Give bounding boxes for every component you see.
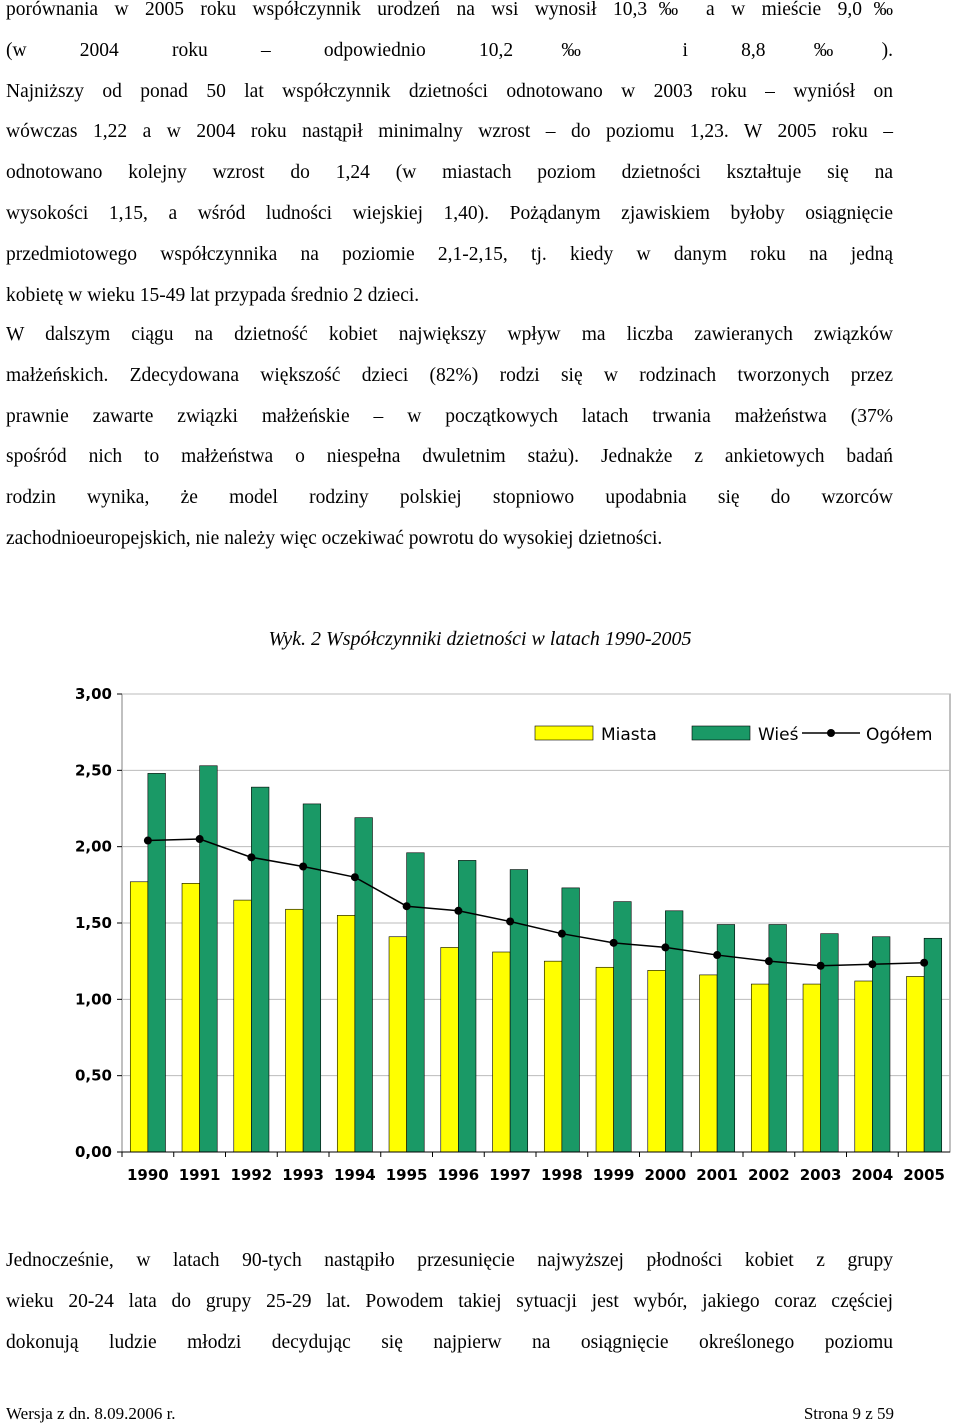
text-line: dokonują ludzie młodzi decydując się najpierw na osiągnięcie określonego poziomu (6, 1331, 893, 1353)
y-tick-label: 0,00 (74, 1143, 112, 1161)
footer-version: Wersja z dn. 8.09.2006 r. (6, 1404, 176, 1423)
chart-caption: Wyk. 2 Współczynniki dzietności w latach 1990-2005 (268, 628, 692, 650)
point-ogolem (817, 962, 825, 970)
bar-wies (355, 818, 373, 1152)
bar-miasta (803, 984, 821, 1152)
bar-miasta (441, 947, 459, 1152)
text-line: przedmiotowego współczynnika na poziomie 2,1-2,15, tj. kiedy w danym roku na jedną (6, 243, 893, 265)
text-line: wówczas 1,22 a w 2004 roku nastąpił minimalny wzrost – do poziomu 1,23. W 2005 roku – (6, 121, 893, 143)
bar-miasta (596, 967, 614, 1152)
point-ogolem (868, 960, 876, 968)
bar-wies (924, 938, 942, 1152)
paragraph-fertility-shift (6, 1241, 893, 1363)
text-line: wieku 20-24 lata do grupy 25-29 lat. Powodem takiej sytuacji jest wybór, jakiego coraz częściej (6, 1290, 893, 1312)
x-tick-label: 1993 (282, 1166, 324, 1184)
bar-wies (614, 902, 632, 1152)
y-tick-label: 3,00 (74, 685, 112, 703)
point-ogolem (920, 959, 928, 967)
point-ogolem (506, 917, 514, 925)
text-line: prawnie zawarte związki małżeńskie – w początkowych latach trwania małżeństwa (37% (6, 405, 893, 427)
bar-wies (251, 787, 269, 1152)
bar-miasta (700, 975, 718, 1152)
x-tick-label: 2004 (851, 1166, 894, 1184)
bar-miasta (648, 970, 666, 1152)
bar-wies (303, 804, 321, 1152)
y-tick-label: 2,00 (74, 837, 112, 856)
point-ogolem (403, 902, 411, 910)
x-tick-label: 2002 (748, 1166, 790, 1184)
bar-wies (562, 888, 580, 1152)
legend-label: Ogółem (866, 725, 933, 745)
text-line: Najniższy od ponad 50 lat współczynnik dzietności odnotowano w 2003 roku – wyniósł on (6, 80, 893, 102)
x-tick-label: 2000 (644, 1166, 687, 1184)
point-ogolem (765, 957, 773, 965)
bar-wies (200, 766, 218, 1152)
bar-wies (458, 860, 476, 1152)
x-tick-label: 1990 (127, 1166, 169, 1184)
x-tick-label: 1995 (385, 1166, 428, 1184)
bar-wies (510, 870, 528, 1152)
text-line: wysokości 1,15, a wśród ludności wiejskiej 1,40). Pożądanym zjawiskiem byłoby osiągnięcie (6, 202, 893, 224)
x-tick-label: 1997 (489, 1166, 531, 1184)
bar-miasta (751, 984, 769, 1152)
text-line: kobietę w wieku 15-49 lat przypada średnio 2 dzieci. (6, 284, 420, 306)
paragraph-birth-rate (6, 0, 893, 316)
text-line: porównania w 2005 roku współczynnik urodzeń na wsi wynosił 10,3‰ a w mieście 9,0‰ (6, 0, 893, 20)
text-line: W dalszym ciągu na dzietność kobiet największy wpływ ma liczba zawieranych związków (6, 324, 893, 345)
bar-wies (148, 773, 166, 1152)
x-tick-label: 1994 (334, 1166, 376, 1184)
y-tick-label: 1,50 (74, 914, 112, 932)
legend-swatch (535, 726, 593, 740)
y-tick-label: 1,00 (74, 990, 112, 1009)
text-line: Jednocześnie, w latach 90-tych nastąpiło przesunięcie najwyższej płodności kobiet z grupy (6, 1250, 893, 1271)
text-line: rodzin wynika, że model rodziny polskiej stopniowo upodabnia się do wzorców (6, 487, 893, 509)
point-ogolem (610, 939, 618, 947)
text-line: (w 2004 roku – odpowiednio 10,2‰ i 8,8‰). (6, 39, 893, 61)
fertility-chart (60, 676, 960, 1196)
bar-miasta (337, 915, 355, 1152)
bar-miasta (493, 952, 511, 1152)
x-tick-label: 1991 (178, 1166, 221, 1184)
text-line: spośród nich to małżeństwa o niespełna dwuletnim stażu). Jednakże z ankietowych badań (6, 446, 893, 468)
bar-wies (872, 937, 890, 1152)
point-ogolem (454, 907, 462, 915)
y-tick-label: 0,50 (74, 1066, 112, 1085)
footer-page-number: Strona 9 z 59 (803, 1404, 894, 1423)
point-ogolem (144, 837, 152, 845)
x-tick-label: 2005 (903, 1166, 945, 1184)
point-ogolem (196, 835, 204, 843)
bar-miasta (286, 909, 304, 1152)
bar-wies (407, 853, 425, 1152)
legend-swatch (692, 726, 750, 740)
point-ogolem (247, 853, 255, 861)
point-ogolem (713, 951, 721, 959)
point-ogolem (661, 943, 669, 951)
text-line: odnotowano kolejny wzrost do 1,24 (w miastach poziom dzietności kształtuje się na (6, 162, 893, 184)
point-ogolem (299, 863, 307, 871)
x-tick-label: 2003 (799, 1166, 842, 1184)
bar-wies (717, 925, 735, 1152)
bar-miasta (855, 981, 873, 1152)
bar-miasta (182, 883, 200, 1152)
legend-label: Miasta (601, 725, 657, 745)
bar-miasta (544, 961, 562, 1152)
bar-miasta (130, 882, 148, 1152)
x-tick-label: 1999 (592, 1166, 635, 1184)
text-line: zachodnioeuropejskich, nie należy więc oczekiwać powrotu do wysokiej dzietności. (6, 527, 663, 549)
text-line: małżeńskich. Zdecydowana większość dzieci (82%) rodzi się w rodzinach tworzonych przez (6, 364, 893, 386)
point-ogolem (351, 873, 359, 881)
x-tick-label: 1992 (230, 1166, 273, 1184)
bar-miasta (234, 900, 252, 1152)
paragraph-marriages (6, 315, 893, 560)
legend-marker (827, 729, 835, 737)
x-tick-label: 1996 (437, 1166, 480, 1184)
y-tick-label: 2,50 (74, 761, 112, 780)
x-tick-label: 2001 (696, 1166, 738, 1184)
bar-miasta (389, 937, 407, 1152)
legend-label: Wieś (758, 725, 799, 745)
point-ogolem (558, 930, 566, 938)
bar-miasta (907, 976, 925, 1152)
x-tick-label: 1998 (541, 1166, 583, 1184)
